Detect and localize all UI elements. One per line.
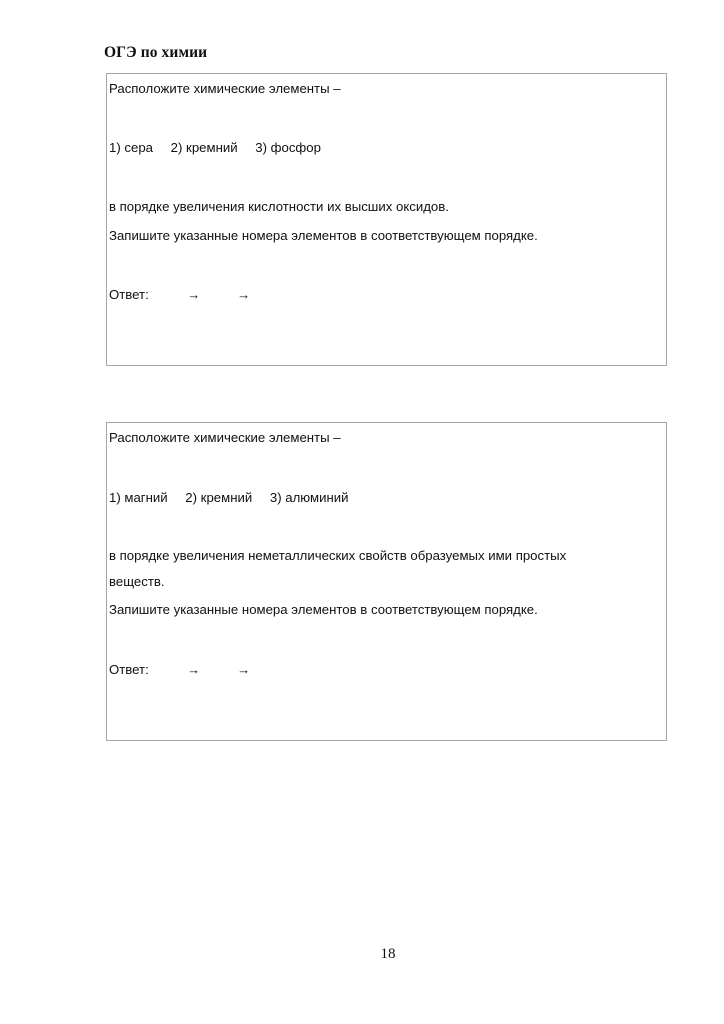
answer-label: Ответ: xyxy=(109,287,149,302)
task-box-1 xyxy=(106,73,667,366)
element-options xyxy=(109,140,321,156)
task-instruction: Запишите указанные номера элементов в соответствующем порядке. xyxy=(109,602,538,617)
arrow-icon: → xyxy=(237,287,251,302)
task-condition: в порядке увеличения кислотности их высших оксидов. xyxy=(109,199,449,214)
task-instruction: Запишите указанные номера элементов в соответствующем порядке. xyxy=(109,228,538,243)
page-footer xyxy=(0,946,724,963)
element-option: 3) алюминий xyxy=(269,490,349,505)
task-condition: в порядке увеличения неметаллических свойств образуемых ими простых xyxy=(109,548,567,563)
element-options xyxy=(109,490,349,506)
task-prompt: Расположите химические элементы – xyxy=(109,430,341,445)
element-option: 3) фосфор xyxy=(255,140,321,155)
element-option: 1) сера xyxy=(109,140,153,155)
element-option: 2) кремний xyxy=(185,490,253,505)
arrow-icon: → xyxy=(187,662,201,677)
arrow-icon: → xyxy=(237,662,251,677)
task-box-2 xyxy=(106,422,667,741)
answer-row xyxy=(109,662,287,678)
answer-row xyxy=(109,287,287,303)
task-prompt: Расположите химические элементы – xyxy=(109,81,341,96)
arrow-icon: → xyxy=(187,287,201,302)
page-number: 18 xyxy=(380,946,396,962)
element-option: 2) кремний xyxy=(170,140,238,155)
task-condition-continued: веществ. xyxy=(109,574,165,589)
page-header-title: ОГЭ по химии xyxy=(104,44,208,61)
element-option: 1) магний xyxy=(109,490,168,505)
answer-label: Ответ: xyxy=(109,662,149,677)
